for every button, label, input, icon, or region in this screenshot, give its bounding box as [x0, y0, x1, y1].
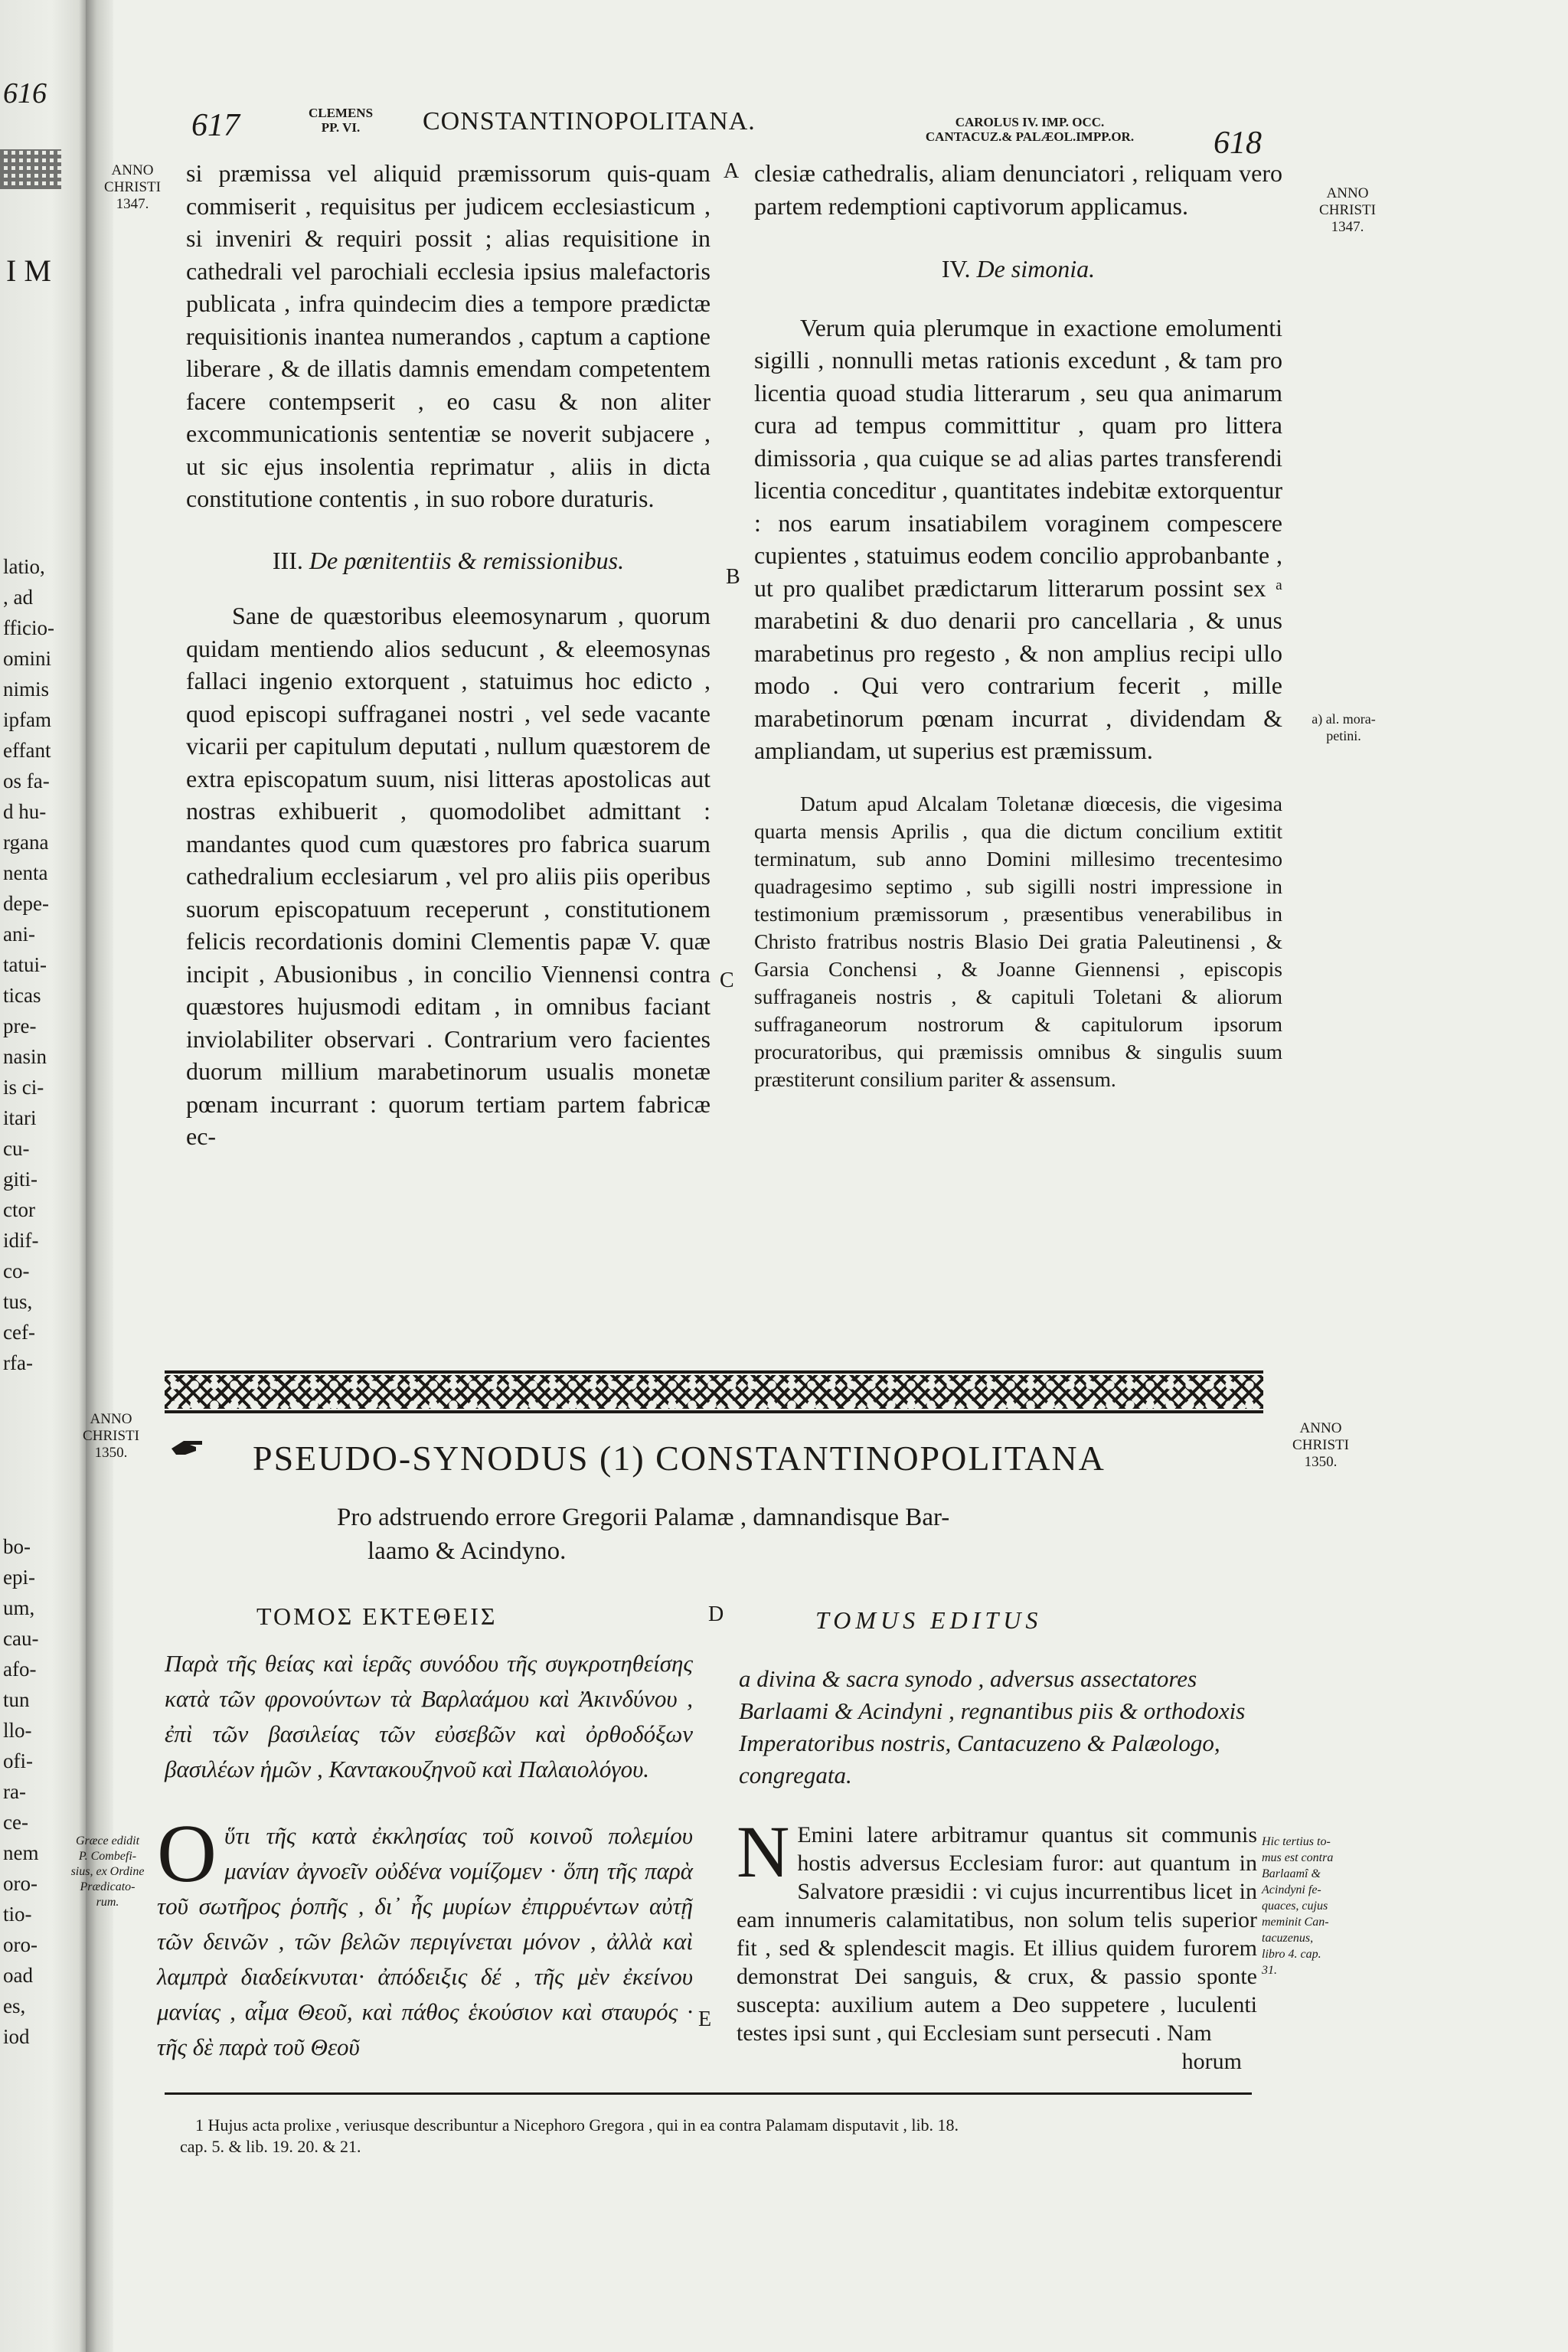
christi-word: CHRISTI [1319, 202, 1376, 218]
section-letter-e: E [698, 2007, 712, 2031]
previous-page-fragment: co- [3, 1259, 30, 1282]
section-letter-d: D [708, 1602, 724, 1626]
latin-text: Emini latere arbitramur quantus sit communis hostis adversus Ecclesiam furor: aut quantum in Salvatore præsidii : vi cujus incurrentibus licet in eam innumeris calamitatibus, non solum telis superior fit , sed & splendescit magis. Et illius quidem furorem demonstrat Dei sanguis, & crux, & passio sponte suscepta: auxilium autem a Deo suppetere , luculenti testes ipsi sunt , qui Ecclesiam sunt persecuti . Nam [737, 1822, 1257, 2046]
previous-page-fragment: iod [3, 2025, 30, 2048]
synod-subtitle [337, 1501, 1179, 1568]
previous-page-fragment: pre- [3, 1014, 37, 1037]
header-pope-line1: CLEMENS [308, 106, 374, 120]
synod-title: PSEUDO-SYNODUS (1) CONSTANTINOPOLITANA [253, 1439, 1106, 1478]
previous-page-fragment: omini [3, 647, 52, 670]
left-column [186, 157, 710, 1153]
footnote [180, 2115, 1267, 2158]
note-line: Hic tertius to- [1262, 1835, 1331, 1848]
anno-year: 1350. [1304, 1454, 1338, 1470]
page-number-left: 617 [191, 108, 240, 143]
previous-page-ornament [0, 149, 61, 189]
left-para-1: si præmissa vel aliquid præmissorum quis-quam commiserit , requisitus per judicem ecclesiasticum , si inveniri & requiri possit ; alias requisitione in cathedrali vel parochiali ecclesia ipsius malefactoris publicata , infra quindecim dies a tempore prædictæ requisitionis inantea numerandos , captum a captione liberare , & de illatis damnis emendam competentem facere contempserit , eo casu & non aliter excommunicationis sententiæ se noverit subjacere , ut sic ejus insolentia reprimatur , aliis in dicta constitutione contentis , in suo robore duraturis. [186, 159, 710, 512]
latin-text-block [737, 1811, 1257, 2076]
latin-intro: a divina & sacra synodo , adversus assectatores Barlaami & Acindyni , regnantibus piis & orthodoxis Imperatoribus nostris, Cantacuzeno & Palæologo, congregata. [739, 1665, 1246, 1788]
book-gutter [86, 0, 113, 2352]
anno-word: ANNO [1299, 1420, 1342, 1436]
note-line: libro 4. cap. [1262, 1948, 1321, 1961]
previous-page-fragment: cu- [3, 1137, 30, 1160]
previous-page-fragment: tatui- [3, 953, 47, 976]
section-3-number: III. [272, 546, 303, 574]
previous-page-fragment: afo- [3, 1658, 37, 1681]
previous-page-fragment: epi- [3, 1566, 35, 1589]
page-number-right: 618 [1214, 126, 1262, 161]
anno-year: 1347. [116, 196, 149, 212]
section-letter-c: C [720, 969, 734, 992]
anno-word: ANNO [1326, 185, 1369, 201]
section-4-title: De simonia. [976, 255, 1096, 283]
note-line: rum. [96, 1896, 119, 1909]
section-letter-a: A [724, 159, 740, 183]
note-line: Acindyni fe- [1262, 1883, 1321, 1896]
latin-column-heading: TOMUS EDITUS [815, 1606, 1043, 1634]
note-line: sius, ex Ordine [70, 1865, 145, 1878]
footnote-rule [165, 2092, 1252, 2095]
previous-page-fragment: cau- [3, 1627, 39, 1650]
previous-page-fragments-bottom [3, 1531, 80, 2052]
anno-word: ANNO [111, 162, 154, 178]
pointing-hand-icon [170, 1432, 205, 1462]
header-pope [295, 106, 387, 135]
note-mora-variant [1294, 710, 1393, 744]
datum-paragraph: Datum apud Alcalam Toletanæ diœcesis, die vigesima quarta mensis Aprilis , qua die dictum concilium extitit terminatum, sub anno Domini millesimo trecentesimo quadragesimo septimo , sub sigilli nostri impressione in testimonium præmissorum , præsentibus venerabilibus in Christo fratribus nostris Blasio Dei gratia Paleutinensi , & Garsia Conchensi , & Joanne Giennensi , episcopis suffraganeis nostris , & capituli Toletani & aliorum suffraganeorum nostrorum & capitulorum ipsorum procuratoribus, qui præmissis omnibus & singulis suum præstiterunt consilium pariter & assensum. [754, 791, 1282, 1091]
previous-page-fragment: nimis [3, 678, 50, 701]
note-line: Prædicato- [80, 1880, 136, 1893]
note-line: Græce edidit [75, 1834, 140, 1847]
running-title: CONSTANTINOPOLITANA. [423, 107, 756, 136]
note-line: Barlaamî & [1262, 1867, 1321, 1880]
hic-tertius-note [1262, 1834, 1369, 1978]
previous-page-fragment: es, [3, 1994, 26, 2017]
anno-year: 1350. [94, 1445, 128, 1461]
note-line: P. Combefi- [78, 1850, 137, 1863]
section-letter-b: B [726, 565, 740, 589]
christi-word: CHRISTI [104, 179, 161, 195]
catchword: horum [1181, 2049, 1242, 2074]
previous-page-strip [0, 0, 86, 2352]
previous-page-number: 616 [3, 77, 47, 109]
header-emperor-line2: CANTACUZ.& PALÆOL.IMPP.OR. [925, 129, 1135, 144]
previous-page-fragment: giti- [3, 1168, 38, 1191]
footnote-line-2: cap. 5. & lib. 19. 20. & 21. [180, 2137, 361, 2156]
previous-page-fragment: nenta [3, 861, 48, 884]
right-para-1: clesiæ cathedralis, aliam denunciatori , reliquam vero partem redemptioni captivorum applicamus. [754, 159, 1282, 220]
previous-page-fragment: ce- [3, 1811, 28, 1834]
note-mora-line2: petini. [1326, 728, 1361, 743]
section-4-number: IV. [941, 255, 971, 283]
greek-column-heading: ΤΟΜΟΣ ΕΚΤΕΘΕΙΣ [256, 1602, 498, 1630]
previous-page-fragment: oro- [3, 1933, 38, 1956]
previous-page-fragments-top [3, 551, 80, 1378]
previous-page-fragment: latio, [3, 555, 45, 578]
previous-page-fragment: , ad [3, 586, 33, 609]
section-4-heading [754, 253, 1282, 286]
previous-page-fragment: tio- [3, 1903, 32, 1926]
latin-dropcap: N [737, 1811, 790, 1893]
anno-christi-left-mid [61, 1411, 161, 1462]
note-line: 31. [1262, 1964, 1277, 1977]
previous-page-fragment: cef- [3, 1321, 35, 1344]
previous-page-fragment: tus, [3, 1290, 33, 1313]
christi-word: CHRISTI [1292, 1437, 1349, 1453]
greek-text: ὕτι τῆς κατὰ ἐκκλησίας τοῦ κοινοῦ πολεμίου μανίαν ἀγνοεῖν οὐδένα νομίζομεν · ὅπη τῆς παρὰ τοῦ σωτῆρος ῥοπῆς , δι᾽ ἧς μυρίων ἐπιρρυέντων αὐτῇ τῶν δεινῶν , τῶν βελῶν περιγίνεται μόνον , ἀλλὰ καὶ λαμπρὰ διαδείκνυται· ἀπόδειξις δέ , τῆς μὲν ἐκείνου μανίας , αἷμα Θεοῦ, καὶ πάθος ἑκούσιον καὶ σταυρός · τῆς δὲ παρὰ τοῦ Θεοῦ [157, 1822, 693, 2060]
header-emperors [873, 115, 1187, 144]
previous-page-fragment: bo- [3, 1535, 31, 1558]
anno-word: ANNO [90, 1411, 132, 1427]
previous-page-fragment: effant [3, 739, 51, 762]
header-emperor-line1: CAROLUS IV. IMP. OCC. [955, 115, 1105, 129]
previous-page-fragment: os fa- [3, 769, 50, 792]
previous-page-fragment: ofi- [3, 1749, 33, 1772]
previous-page-fragment: um, [3, 1596, 35, 1619]
previous-page-fragment: oad [3, 1964, 33, 1987]
previous-page-fragment: itari [3, 1106, 37, 1129]
previous-page-fragment: nem [3, 1841, 39, 1864]
previous-page-fragment: is ci- [3, 1076, 44, 1099]
previous-page-letters: I M [6, 253, 51, 288]
previous-page-fragment: ra- [3, 1780, 26, 1803]
ornamental-band [165, 1370, 1263, 1413]
greek-text-block [157, 1808, 693, 2065]
graece-edidit-note [60, 1834, 155, 1910]
previous-page-fragment: ctor [3, 1198, 35, 1221]
previous-page-fragment: d hu- [3, 800, 47, 823]
subtitle-line-1: Pro adstruendo errore Gregorii Palamæ , damnandisque Bar- [337, 1504, 950, 1531]
footnote-line-1: 1 Hujus acta prolixe , veriusque describuntur a Nicephoro Gregora , qui in ea contra Palamam disputavit , lib. 18. [195, 2115, 959, 2135]
subtitle-line-2: laamo & Acindyno. [368, 1537, 567, 1565]
note-mora-line1: a) al. mora- [1312, 711, 1376, 727]
previous-page-fragment: ipfam [3, 708, 51, 731]
right-column [754, 157, 1282, 1093]
previous-page-fragment: ticas [3, 984, 41, 1007]
note-line: tacuzenus, [1262, 1932, 1314, 1945]
header-pope-line2: PP. VI. [321, 120, 361, 135]
previous-page-fragment: tun [3, 1688, 30, 1711]
previous-page-fragment: idif- [3, 1229, 39, 1252]
right-para-2: Verum quia plerumque in exactione emolumenti sigilli , nonnulli metas rationis excedunt , & tam pro licentia quoad studia litterarum , seu qua animarum cura ad tempus committitur , quam pro littera dimissoria , qua cuique se ad alias partes transferendi licentia conceditur , quantitates indebitæ extorquentur : nos earum insatiabilem voraginem compescere cupientes , statuimus eodem concilio approbanbante , ut pro qualibet prædictarum litterarum possint sex ᵃ marabetini & duo denarii pro cancellaria , & unus marabetinus pro regesto , & non amplius recipi ullo modo . Qui vero contrarium fecerit , mille marabetinorum pœnam incurrat , dividendam & ampliandam, ut superius est præmissum. [754, 313, 1282, 764]
anno-christi-right-top [1298, 185, 1397, 236]
anno-christi-left-top [83, 162, 182, 213]
previous-page-fragment: oro- [3, 1872, 38, 1895]
left-para-2: Sane de quæstoribus eleemosynarum , quorum quidam mentiendo alios seducunt , & eleemosynas fallaci ingenio extorquent , statuimus hoc edicto , quod episcopi suffraganei nostri , vel sede vacante vicarii per capitulum deputati , nullum quæstorem de extra episcopatum suum, nisi litteras apostolicas aut nostras exhibuerit , quomodolibet admittant : mandantes quod cum quæstores pro fabrica suarum cathedralium ecclesiarum , vel pro aliis piis operibus suorum episcopatuum receperunt , constitutionem felicis recordationis domini Clementis papæ V. quæ incipit , Abusionibus , in concilio Viennensi contra quæstores hujusmodi editam , in omnibus faciant inviolabiliter observari . Contrarium vero facientes duorum millium marabetinorum usualis monetæ pœnam incurrant : quorum tertiam partem fabricæ ec- [186, 602, 710, 1150]
note-line: quaces, cujus [1262, 1900, 1328, 1913]
section-3-heading [186, 544, 710, 577]
previous-page-fragment: nasin [3, 1045, 47, 1068]
section-3-title: De pœnitentiis & remissionibus. [309, 546, 625, 574]
note-line: mus est contra [1262, 1851, 1334, 1864]
previous-page-fragment: rgana [3, 831, 49, 854]
anno-year: 1347. [1331, 219, 1364, 235]
greek-intro: Παρὰ τῆς θείας καὶ ἱερᾶς συνόδου τῆς συγκροτηθείσης κατὰ τῶν φρονούντων τὰ Βαρλαάμου καὶ Ἀκινδύνου , ἐπὶ τῶν βασιλείας τῶν εὐσεβῶν καὶ ὀρθοδόξων βασιλέων ἡμῶν , Καντακουζηνοῦ καὶ Παλαιολόγου. [165, 1650, 693, 1782]
previous-page-fragment: ani- [3, 923, 35, 946]
previous-page-fragment: rfa- [3, 1351, 33, 1374]
note-line: meminit Can- [1262, 1916, 1329, 1929]
anno-christi-right-mid [1271, 1420, 1370, 1471]
previous-page-fragment: fficio- [3, 616, 54, 639]
christi-word: CHRISTI [83, 1428, 139, 1444]
previous-page-fragment: depe- [3, 892, 49, 915]
greek-dropcap: Ο [157, 1808, 217, 1900]
previous-page-fragment: llo- [3, 1719, 32, 1742]
